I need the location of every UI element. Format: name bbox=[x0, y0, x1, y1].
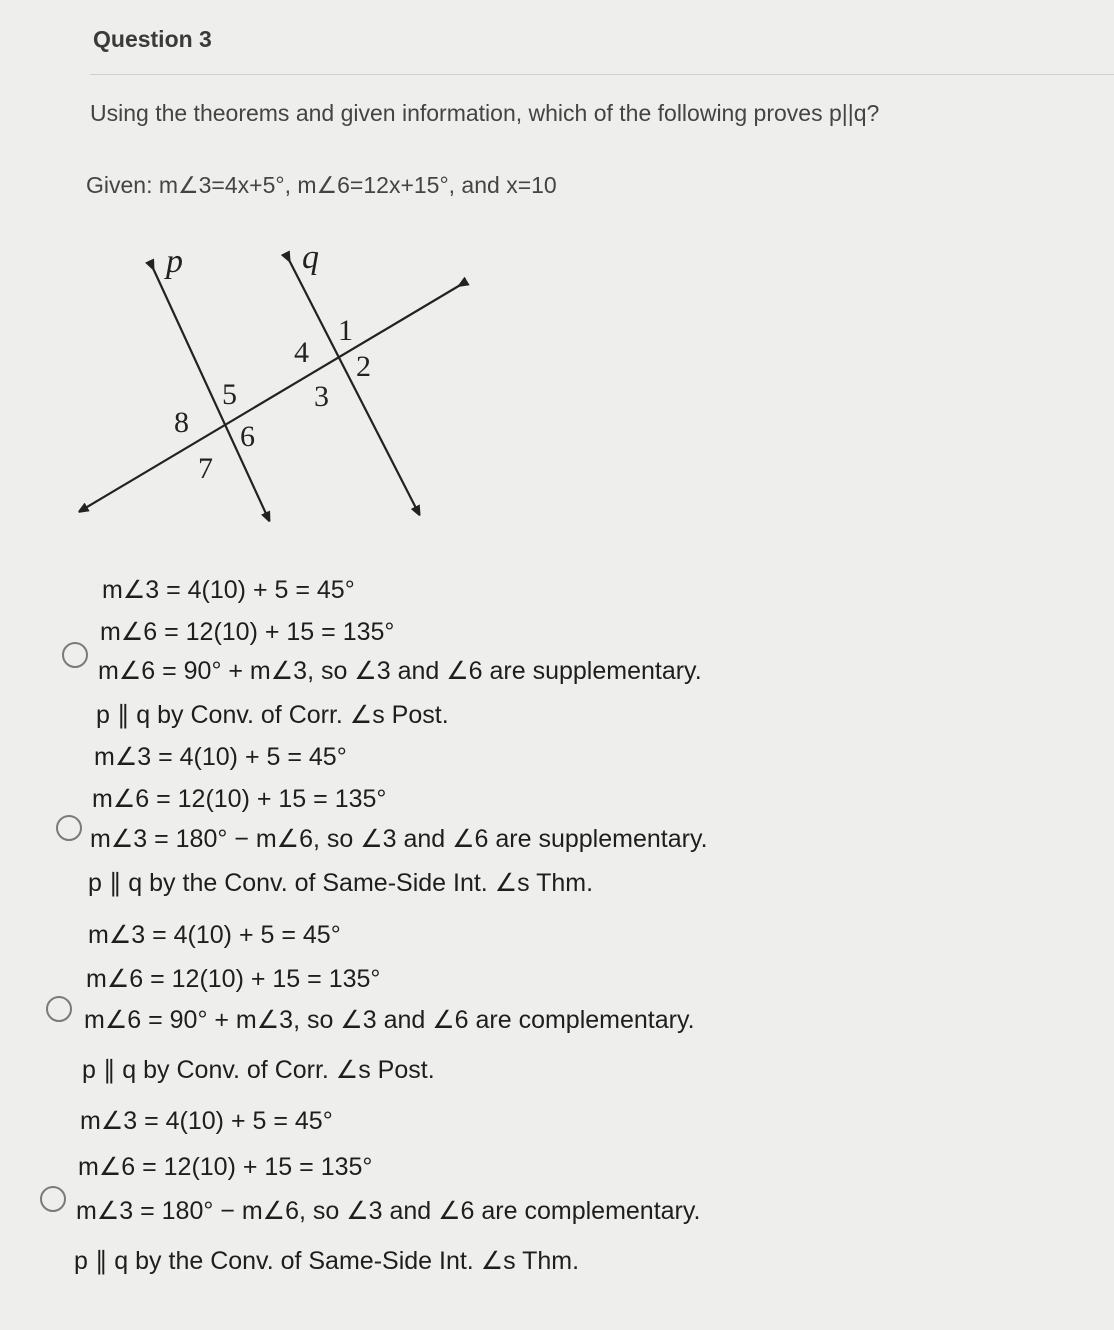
option-d-line-1: m∠3 = 4(10) + 5 = 45° bbox=[80, 1107, 333, 1135]
given-information: Given: m∠3=4x+5°, m∠6=12x+15°, and x=10 bbox=[86, 172, 557, 198]
radio-option-d[interactable] bbox=[40, 1186, 66, 1212]
option-b-line-4: p ∥ q by the Conv. of Same-Side Int. ∠s Thm. bbox=[88, 869, 594, 897]
option-c-line-4: p ∥ q by Conv. of Corr. ∠s Post. bbox=[82, 1056, 435, 1084]
option-b-line-2: m∠6 = 12(10) + 15 = 135° bbox=[92, 785, 387, 813]
line-label-q: q bbox=[302, 239, 319, 276]
line-label-p: p bbox=[166, 243, 183, 280]
transversal-line bbox=[82, 284, 462, 510]
option-d-line-2: m∠6 = 12(10) + 15 = 135° bbox=[78, 1153, 373, 1181]
option-b-line-3: m∠3 = 180° − m∠6, so ∠3 and ∠6 are supplementary. bbox=[90, 825, 708, 853]
option-c-line-2: m∠6 = 12(10) + 15 = 135° bbox=[86, 965, 381, 993]
option-a-line-2: m∠6 = 12(10) + 15 = 135° bbox=[100, 618, 395, 646]
option-a-line-3: m∠6 = 90° + m∠3, so ∠3 and ∠6 are supplementary. bbox=[98, 657, 702, 685]
radio-option-c[interactable] bbox=[46, 996, 72, 1022]
option-d-line-3: m∠3 = 180° − m∠6, so ∠3 and ∠6 are complementary. bbox=[76, 1197, 701, 1225]
angle-label-5: 5 bbox=[222, 378, 237, 411]
option-b-line-1: m∠3 = 4(10) + 5 = 45° bbox=[94, 743, 347, 771]
angle-label-6: 6 bbox=[240, 420, 255, 453]
option-d-line-4: p ∥ q by the Conv. of Same-Side Int. ∠s Thm. bbox=[74, 1247, 580, 1275]
angle-label-2: 2 bbox=[356, 350, 371, 383]
angle-label-8: 8 bbox=[174, 406, 189, 439]
angle-label-7: 7 bbox=[198, 452, 213, 485]
option-a-line-1: m∠3 = 4(10) + 5 = 45° bbox=[102, 576, 355, 604]
radio-option-a[interactable] bbox=[62, 642, 88, 668]
line-q bbox=[288, 258, 418, 512]
radio-option-b[interactable] bbox=[56, 815, 82, 841]
option-c-line-1: m∠3 = 4(10) + 5 = 45° bbox=[88, 921, 341, 949]
angle-label-3: 3 bbox=[314, 380, 329, 413]
question-prompt: Using the theorems and given information, which of the following proves p||q? bbox=[90, 100, 880, 126]
parallel-lines-figure bbox=[0, 0, 520, 540]
option-a-line-4: p ∥ q by Conv. of Corr. ∠s Post. bbox=[96, 701, 449, 729]
option-c-line-3: m∠6 = 90° + m∠3, so ∠3 and ∠6 are complementary. bbox=[84, 1006, 695, 1034]
angle-label-1: 1 bbox=[338, 314, 353, 347]
question-title: Question 3 bbox=[93, 26, 212, 52]
angle-label-4: 4 bbox=[294, 336, 309, 369]
